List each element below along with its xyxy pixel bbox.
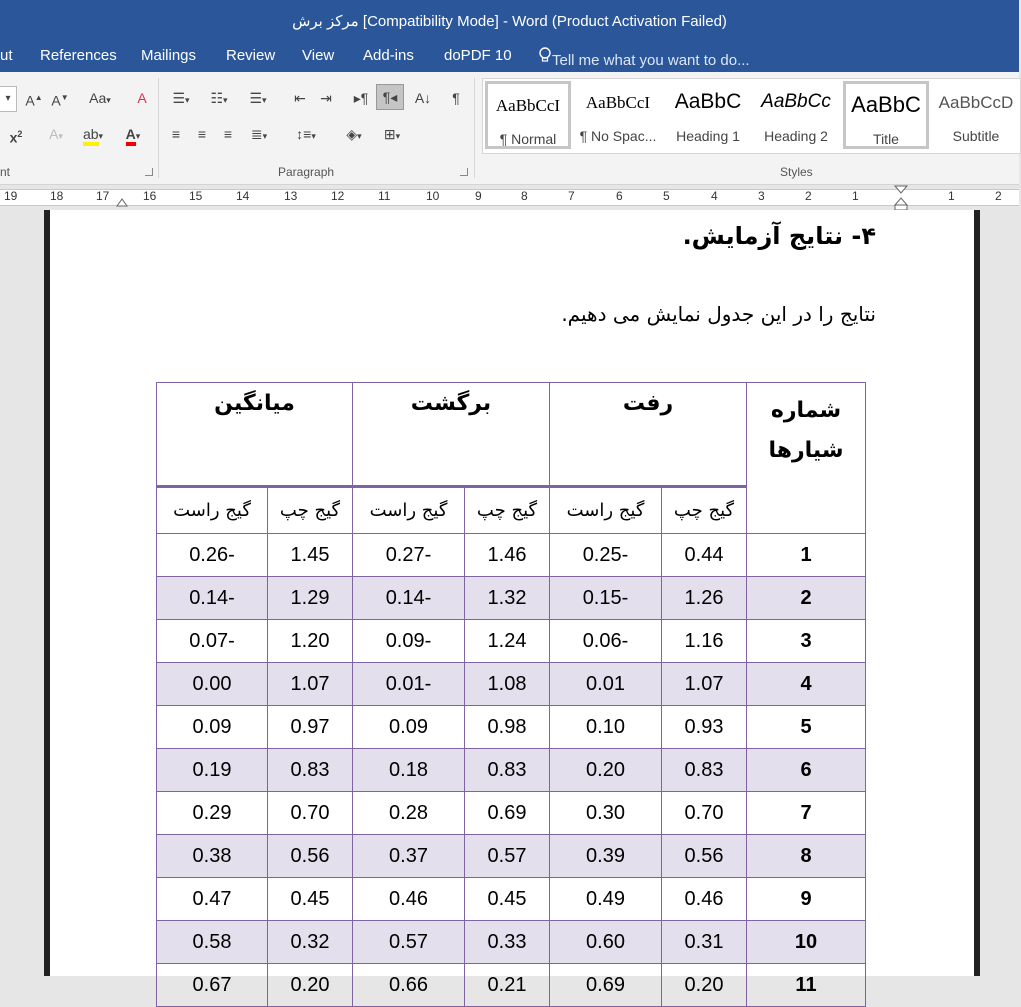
numbering-icon[interactable]: ☷▾ [210,90,228,106]
line-spacing-icon[interactable]: ↕≡▾ [296,126,316,142]
value-cell: 0.56 [662,835,747,878]
header-average: میانگین [157,383,353,487]
style-name: ¶ No Spac... [579,128,657,144]
value-cell: 1.07 [268,663,353,706]
value-cell: 0.97 [268,706,353,749]
font-group-label: nt [0,165,11,179]
value-cell: 1.24 [465,620,550,663]
value-cell: 1.16 [662,620,747,663]
tab-add-ins[interactable]: Add-ins [363,47,414,64]
value-cell: -0.14 [157,577,268,620]
value-cell: 0.98 [465,706,550,749]
font-size-dropdown[interactable]: ▾ [0,86,17,112]
subheader-right-gauge: گیج راست [157,487,268,534]
superscript-icon[interactable]: $x^2$ [9,129,23,146]
ruler-label: 14 [236,189,250,203]
paragraph-dialog-launcher-icon[interactable] [460,168,468,176]
left-indent-marker-icon[interactable] [116,197,128,207]
font-color-icon[interactable]: A▾ [116,122,150,146]
ruler-label: 7 [568,189,575,203]
value-cell: 0.10 [550,706,662,749]
value-cell: -0.15 [550,577,662,620]
bullets-icon[interactable]: ☰▾ [172,90,190,106]
value-cell: 1.08 [465,663,550,706]
value-cell: 0.57 [465,835,550,878]
window-title: مرکز برش [Compatibility Mode] - Word (Product Activation Failed) [292,13,727,30]
table-row [157,534,866,577]
value-cell: 1.45 [268,534,353,577]
groove-number-cell: 2 [747,577,866,620]
value-cell: 1.32 [465,577,550,620]
value-cell: 0.31 [662,921,747,964]
show-formatting-marks-icon[interactable]: ¶ [452,90,460,106]
styles-group-label: Styles [780,165,813,179]
value-cell: 0.09 [353,706,465,749]
clear-formatting-icon[interactable]: A [137,90,147,106]
value-cell: 0.38 [157,835,268,878]
value-cell: 0.29 [157,792,268,835]
value-cell: -0.27 [353,534,465,577]
ruler-label: 10 [426,189,440,203]
value-cell: 0.70 [268,792,353,835]
ruler-label: 17 [96,189,110,203]
style-name: Subtitle [952,128,1000,144]
text-effects-icon[interactable]: A▾ [49,126,63,142]
highlight-color-icon[interactable]: ab▾ [78,122,108,146]
value-cell: 0.66 [353,964,465,1007]
style-sample: AaBbCcD [938,93,1014,112]
table-row [157,749,866,792]
value-cell: 0.46 [353,878,465,921]
ruler-label: 13 [284,189,298,203]
value-cell: 0.44 [662,534,747,577]
value-cell: 0.21 [465,964,550,1007]
align-left-icon[interactable]: ≡ [171,126,181,142]
value-cell: 0.83 [662,749,747,792]
style-name: Heading 2 [764,128,828,144]
style-title[interactable] [843,81,929,149]
table-row [157,921,866,964]
value-cell: 1.20 [268,620,353,663]
ruler-label: 19 [4,189,18,203]
value-cell: 0.01 [550,663,662,706]
document-page[interactable] [44,210,980,996]
groove-number-cell: 10 [747,921,866,964]
value-cell: 0.20 [662,964,747,1007]
value-cell: 0.58 [157,921,268,964]
borders-icon[interactable]: ⊞▾ [383,126,401,142]
styles-gallery [482,78,1021,154]
section-heading: ۴- نتایج آزمایش. [682,222,876,250]
table-row [157,620,866,663]
style-sample: AaBbCcI [585,93,651,112]
table-row [157,706,866,749]
value-cell: 0.93 [662,706,747,749]
value-cell: 0.69 [465,792,550,835]
value-cell: -0.26 [157,534,268,577]
results-table [156,382,866,1007]
value-cell: -0.07 [157,620,268,663]
style-name: Heading 1 [676,128,740,144]
change-case-icon[interactable]: Aa▾ [89,90,111,106]
groove-number-cell: 7 [747,792,866,835]
value-cell: 0.60 [550,921,662,964]
tell-me-text: Tell me what you want to do... [552,52,750,69]
value-cell: 0.57 [353,921,465,964]
group-separator [158,78,159,178]
ruler-label: 9 [475,189,482,203]
ruler-label: 4 [711,189,718,203]
lightbulb-icon [538,47,552,63]
value-cell: -0.01 [353,663,465,706]
value-cell: 1.46 [465,534,550,577]
subheader-right-gauge: گیج راست [353,487,465,534]
ruler-label: 5 [663,189,670,203]
value-cell: 0.33 [465,921,550,964]
value-cell: 0.83 [268,749,353,792]
style-sample: AaBbCc [761,91,831,112]
ruler-label: 2 [805,189,812,203]
value-cell: 0.45 [268,878,353,921]
style-sample: AaBbC [674,90,742,113]
tab-review[interactable]: Review [226,47,276,64]
value-cell: 1.29 [268,577,353,620]
style-no-spacing[interactable] [575,81,661,149]
groove-number-cell: 9 [747,878,866,921]
subheader-left-gauge: گیج چپ [465,487,550,534]
subheader-right-gauge: گیج راست [550,487,662,534]
value-cell: 1.07 [662,663,747,706]
style-name: ¶ Normal [499,131,557,147]
groove-number-cell: 5 [747,706,866,749]
value-cell: 0.67 [157,964,268,1007]
table-row [157,964,866,1007]
ruler-label: 16 [143,189,157,203]
table-row [157,878,866,921]
tab-mailings[interactable]: Mailings [141,47,197,64]
table-row [157,577,866,620]
shading-icon[interactable]: ◈▾ [346,126,362,142]
align-right-icon[interactable]: ≡ [223,126,233,142]
tab-view[interactable]: View [302,47,335,64]
value-cell: 0.20 [550,749,662,792]
style-heading-1[interactable] [665,81,751,149]
style-subtitle[interactable] [933,81,1019,149]
ruler-label: 1 [852,189,859,203]
value-cell: 0.46 [662,878,747,921]
table-row [157,792,866,835]
justify-icon[interactable]: ≣▾ [250,126,268,142]
value-cell: 0.37 [353,835,465,878]
ruler-label: 2 [995,189,1002,203]
group-separator [474,78,475,178]
increase-indent-icon[interactable]: ⇥ [320,90,332,106]
grow-font-icon[interactable]: A▲ [25,92,43,109]
right-indent-marker-icon[interactable] [894,185,908,211]
value-cell: 0.00 [157,663,268,706]
tab-layout[interactable]: ut [0,47,13,64]
ruler-label: 3 [758,189,765,203]
tab-references[interactable]: References [40,47,117,64]
horizontal-ruler[interactable] [0,185,1019,210]
align-center-icon[interactable]: ≡ [197,126,207,142]
value-cell: 0.20 [268,964,353,1007]
table-row [157,663,866,706]
value-cell: 0.32 [268,921,353,964]
value-cell: 0.45 [465,878,550,921]
style-sample: AaBbCcI [495,96,561,115]
value-cell: 0.28 [353,792,465,835]
value-cell: 0.83 [465,749,550,792]
ribbon-tabs [0,42,1019,72]
header-bargasht: برگشت [353,383,550,487]
tell-me-box[interactable] [538,47,750,69]
rtl-direction-icon[interactable]: ¶◂ [376,84,404,110]
style-name: Title [873,131,899,147]
value-cell: 0.49 [550,878,662,921]
shrink-font-icon[interactable]: A▼ [51,92,69,109]
style-heading-2[interactable] [753,81,839,149]
table-body [157,534,866,1007]
multilevel-list-icon[interactable]: ☰▾ [249,90,267,106]
decrease-indent-icon[interactable]: ⇤ [294,90,306,106]
sort-icon[interactable]: A↓ [414,90,432,106]
value-cell: 0.70 [662,792,747,835]
ltr-direction-icon[interactable]: ▸¶ [353,90,369,106]
subheader-left-gauge: گیج چپ [268,487,353,534]
value-cell: -0.25 [550,534,662,577]
groove-number-cell: 6 [747,749,866,792]
value-cell: 1.26 [662,577,747,620]
groove-number-cell: 3 [747,620,866,663]
subheader-left-gauge: گیج چپ [662,487,747,534]
groove-number-cell: 4 [747,663,866,706]
value-cell: 0.47 [157,878,268,921]
value-cell: -0.06 [550,620,662,663]
table-row [157,835,866,878]
ruler-label: 1 [948,189,955,203]
value-cell: -0.09 [353,620,465,663]
ruler-label: 11 [378,189,391,203]
header-raft: رفت [550,383,747,487]
value-cell: -0.14 [353,577,465,620]
tab-dopdf[interactable]: doPDF 10 [444,47,512,64]
value-cell: 0.19 [157,749,268,792]
ruler-label: 15 [189,189,203,203]
ribbon [0,72,1019,185]
title-bar [0,0,1019,42]
paragraph-group-label: Paragraph [278,165,335,179]
value-cell: 0.18 [353,749,465,792]
body-paragraph: نتایج را در این جدول نمایش می دهیم. [561,302,876,326]
ruler-label: 6 [616,189,623,203]
font-dialog-launcher-icon[interactable] [145,168,153,176]
value-cell: 0.56 [268,835,353,878]
ruler-label: 8 [521,189,528,203]
ruler-label: 12 [331,189,345,203]
value-cell: 0.09 [157,706,268,749]
style-sample: AaBbC [851,92,921,117]
groove-number-cell: 8 [747,835,866,878]
groove-number-cell: 11 [747,964,866,1007]
groove-number-cell: 1 [747,534,866,577]
value-cell: 0.69 [550,964,662,1007]
value-cell: 0.39 [550,835,662,878]
ruler-label: 18 [50,189,64,203]
value-cell: 0.30 [550,792,662,835]
style-normal[interactable] [485,81,571,149]
header-row-number: شماره شیارها [747,383,866,534]
